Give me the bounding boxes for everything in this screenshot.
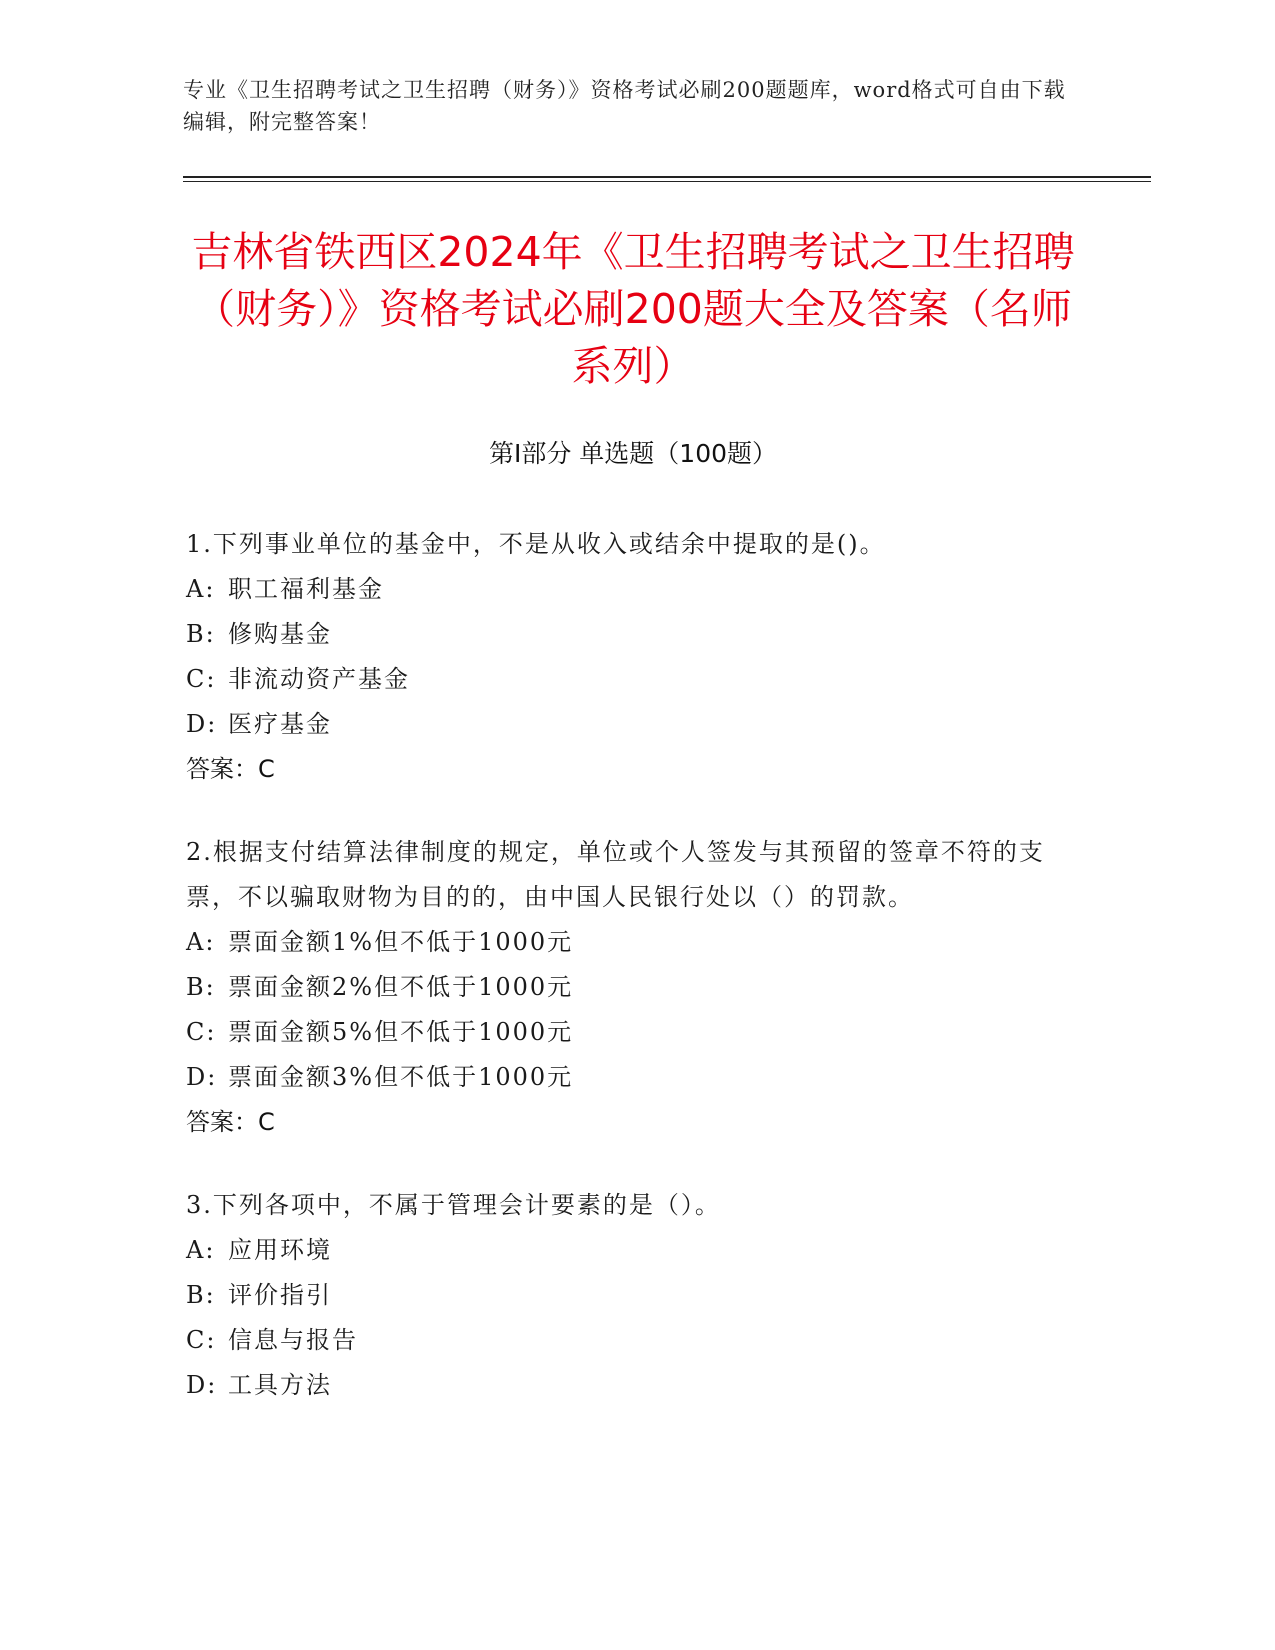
option-a [186, 1228, 1066, 1273]
option-b [186, 965, 1066, 1010]
option-key: D: [186, 1371, 218, 1399]
option-key: B: [186, 973, 216, 1001]
option-key: A: [186, 1236, 216, 1264]
question-1 [186, 522, 1066, 792]
option-text: 信息与报告 [228, 1326, 358, 1354]
option-d [186, 702, 1066, 747]
header-note: 专业《卫生招聘考试之卫生招聘（财务）》资格考试必刷200题题库，word格式可自由下载编辑，附完整答案！ [183, 78, 1066, 134]
option-key: C: [186, 1326, 217, 1354]
option-c [186, 1010, 1066, 1055]
header-rule-thin [183, 181, 1151, 182]
option-b [186, 612, 1066, 657]
question-list [186, 522, 1066, 1446]
option-a [186, 567, 1066, 612]
option-key: A: [186, 575, 216, 603]
option-a [186, 920, 1066, 965]
option-b [186, 1273, 1066, 1318]
option-key: D: [186, 710, 218, 738]
question-answer: 答案：C [186, 1108, 275, 1136]
option-text: 修购基金 [228, 620, 332, 648]
option-text: 票面金额3%但不低于1000元 [228, 1063, 574, 1091]
document-title: 吉林省铁西区2024年《卫生招聘考试之卫生招聘（财务）》资格考试必刷200题大全及答案（名师系列） [191, 228, 1075, 390]
question-2 [186, 830, 1066, 1145]
option-d [186, 1055, 1066, 1100]
option-text: 医疗基金 [228, 710, 332, 738]
option-text: 职工福利基金 [228, 575, 384, 603]
question-3 [186, 1183, 1066, 1408]
header-rule-thick [183, 176, 1151, 178]
option-c [186, 1318, 1066, 1363]
option-c [186, 657, 1066, 702]
option-text: 非流动资产基金 [228, 665, 410, 693]
option-key: C: [186, 1018, 217, 1046]
question-stem: 2.根据支付结算法律制度的规定，单位或个人签发与其预留的签章不符的支票，不以骗取财物为目的的，由中国人民银行处以（）的罚款。 [186, 838, 1045, 911]
option-d [186, 1363, 1066, 1408]
section-heading: 第Ⅰ部分 单选题（100题） [488, 439, 778, 468]
option-key: B: [186, 620, 216, 648]
option-text: 评价指引 [228, 1281, 332, 1309]
option-text: 票面金额2%但不低于1000元 [228, 973, 574, 1001]
question-answer: 答案：C [186, 755, 275, 783]
option-text: 票面金额1%但不低于1000元 [228, 928, 574, 956]
option-key: B: [186, 1281, 216, 1309]
option-key: D: [186, 1063, 218, 1091]
question-stem: 1.下列事业单位的基金中，不是从收入或结余中提取的是()。 [186, 530, 886, 558]
question-stem: 3.下列各项中，不属于管理会计要素的是（）。 [186, 1191, 721, 1219]
option-text: 工具方法 [228, 1371, 332, 1399]
option-key: A: [186, 928, 216, 956]
option-text: 票面金额5%但不低于1000元 [228, 1018, 574, 1046]
option-key: C: [186, 665, 217, 693]
option-text: 应用环境 [228, 1236, 332, 1264]
